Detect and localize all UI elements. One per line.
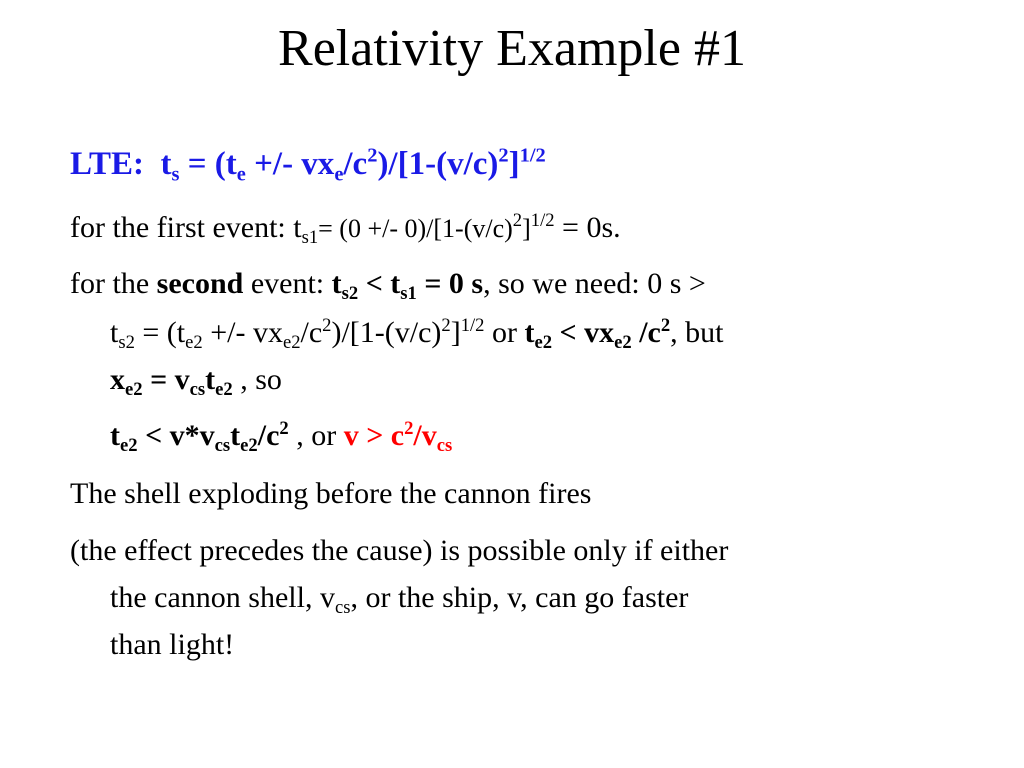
cause-line-2a: the cannon shell, v	[110, 581, 335, 614]
l2-c: /c	[300, 316, 323, 349]
te2-lt-vvcs	[110, 417, 289, 456]
second-event-event: event:	[243, 267, 332, 300]
l3-sub-cs: cs	[189, 378, 206, 400]
l2-or: or	[484, 316, 525, 349]
first-event-sub-s1: s1	[301, 226, 319, 248]
ts2-sub: s2	[341, 282, 359, 304]
first-event-sup-2: 2	[512, 209, 523, 231]
lte-sub-s: s	[171, 163, 180, 186]
v-gt-c2-vcs	[343, 417, 453, 456]
first-event-eq: = (0 +/- 0)/[1-(v/c)	[318, 214, 513, 243]
ts1-sub: s1	[400, 282, 417, 304]
l2-sub-e2a: e2	[185, 331, 203, 353]
l2-bsub-e2b: e2	[614, 331, 632, 353]
second-event-bold: second	[156, 267, 244, 300]
lte-sub-e: e	[236, 163, 246, 186]
second-event-line-4	[110, 418, 452, 454]
l4-sub-cs: cs	[214, 434, 231, 456]
ts1-eq0: = 0 s	[416, 267, 484, 300]
l3-so: , so	[232, 363, 282, 396]
l2-sup-half: 1/2	[460, 314, 485, 336]
l3-eqv: = v	[142, 363, 190, 396]
l2-sub-s2: s2	[118, 331, 135, 353]
slide-title: Relativity Example #1	[278, 20, 746, 77]
l2-rest: )/[1-(v/c)	[331, 316, 442, 349]
l2-eq: = (t	[134, 316, 186, 349]
l4-slash: /v	[413, 419, 437, 452]
l2-t: t	[110, 316, 119, 349]
first-event-result: = 0s.	[554, 211, 621, 244]
l4-t: t	[110, 419, 120, 452]
l4-sub-e2: e2	[120, 434, 138, 456]
l2-sup-2b: 2	[441, 314, 451, 336]
lte-mid: +/- vx	[245, 146, 335, 182]
cause-line-1: (the effect precedes the cause) is possible only if either	[70, 534, 729, 567]
xe2-eq	[110, 363, 233, 400]
l2-close: ]	[450, 316, 461, 349]
l2-sup-2a: 2	[322, 314, 332, 336]
l3-sub-e2: e2	[125, 378, 143, 400]
l2-bt: t	[524, 316, 535, 349]
l4-c: /c	[257, 419, 280, 452]
ts2-t: t	[331, 267, 342, 300]
ts2-lt-ts1	[331, 267, 484, 304]
second-event-pre: for the	[70, 267, 157, 300]
l2-sub-e2b: e2	[282, 331, 301, 353]
l3-x: x	[110, 363, 125, 396]
l2-bsub-e2: e2	[534, 331, 553, 353]
cause-line-2b: , or the ship, v, can go faster	[350, 581, 689, 614]
cause-sub-cs: cs	[334, 596, 351, 618]
first-event-close: ]	[522, 214, 531, 243]
l3-t: t	[205, 363, 216, 396]
l4-sub-e2b: e2	[240, 434, 258, 456]
first-event-line	[70, 210, 621, 247]
l4-sub-cs-r: cs	[436, 434, 453, 456]
second-event-rest: , so we need: 0 s >	[483, 267, 706, 300]
l3-sub-e2b: e2	[215, 378, 233, 400]
shell-line: The shell exploding before the cannon fires	[70, 477, 592, 510]
l4-lt: < v*v	[137, 419, 215, 452]
first-event-sup-half: 1/2	[530, 209, 555, 231]
second-event-line-2	[110, 315, 724, 351]
l2-but: , but	[670, 316, 724, 349]
l4-v: v > c	[343, 419, 405, 452]
l2-bsup-2: 2	[660, 314, 671, 336]
l4-or: , or	[288, 419, 344, 452]
l2-mid: +/- vx	[202, 316, 283, 349]
lte-sup-2a: 2	[367, 144, 378, 167]
second-event-line-3	[110, 362, 282, 398]
lte-c-over: /c	[343, 146, 368, 182]
cause-line-3: than light!	[110, 628, 235, 661]
cause-line-2	[110, 580, 688, 616]
lte-t: t	[160, 146, 172, 182]
lte-sup-2b: 2	[498, 144, 509, 167]
ts2-lt: < t	[358, 267, 401, 300]
first-event-text: for the first event: t	[70, 211, 302, 244]
lte-sup-half: 1/2	[519, 144, 546, 167]
l2-bc: /c	[631, 316, 661, 349]
lte-rest: )/[1-(v/c)	[377, 146, 499, 182]
lte-close: ]	[508, 146, 520, 182]
l4-sup-2: 2	[279, 417, 289, 439]
l2-blt: < vx	[552, 316, 615, 349]
lte-label: LTE:	[70, 146, 144, 182]
lte-eq-open: = (t	[179, 146, 237, 182]
l4-t2: t	[230, 419, 241, 452]
lte-formula	[70, 144, 546, 186]
l4-sup-2r: 2	[404, 417, 414, 439]
second-event-line-1	[70, 266, 706, 302]
lte-sub-e2: e	[334, 163, 344, 186]
te2-lt-vxe2	[524, 314, 671, 353]
